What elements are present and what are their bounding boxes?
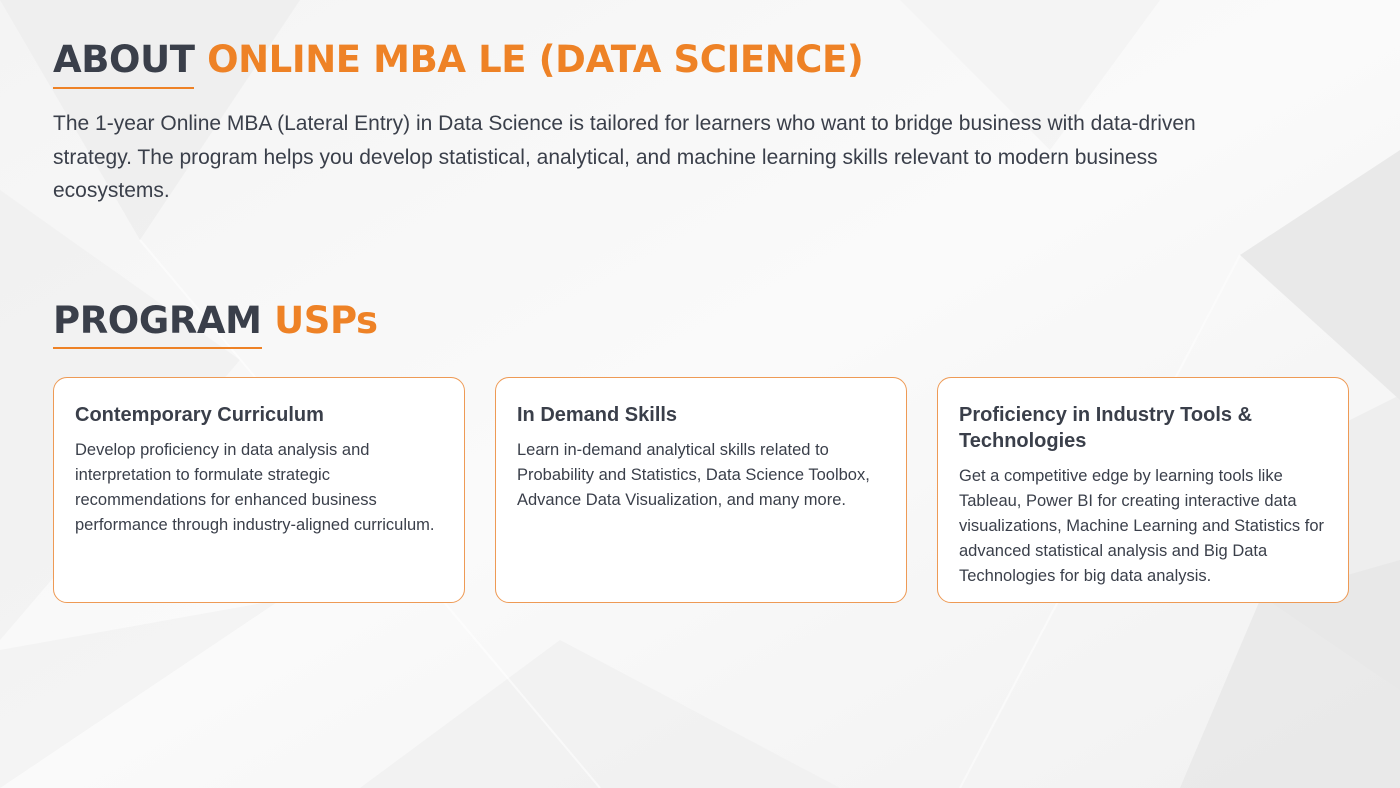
usp-card-industry-tools bbox=[937, 377, 1349, 603]
usp-heading-highlight: USPs bbox=[274, 299, 378, 342]
about-heading-highlight: ONLINE MBA LE (DATA SCIENCE) bbox=[207, 38, 864, 81]
about-heading-underline bbox=[53, 87, 194, 89]
usp-card-in-demand-skills bbox=[495, 377, 907, 603]
usp-card-title: In Demand Skills bbox=[517, 404, 678, 426]
about-heading bbox=[53, 38, 863, 82]
usp-card-title: Contemporary Curriculum bbox=[75, 404, 324, 426]
usp-card-description: Get a competitive edge by learning tools like Tableau, Power BI for creating interactive data visualizations, Machine Learning and Statistics for advanced statistical analysis and Big Data Technologies for big data analysis. bbox=[959, 467, 1325, 585]
usp-heading-prefix: PROGRAM bbox=[53, 299, 262, 342]
usp-card-description: Learn in-demand analytical skills related to Probability and Statistics, Data Science Toolbox, Advance Data Visualization, and many more. bbox=[517, 441, 870, 509]
usp-card-title: Proficiency in Industry Tools & Technologies bbox=[959, 404, 1253, 452]
usp-heading-underline bbox=[53, 347, 262, 349]
about-description: The 1-year Online MBA (Lateral Entry) in Data Science is tailored for learners who want to bridge business with data-driven strategy. The program helps you develop statistical, analytical, and machine learning skills relevant to modern business ecosystems. bbox=[53, 112, 1196, 202]
usp-card-contemporary-curriculum bbox=[53, 377, 465, 603]
usp-heading bbox=[53, 299, 378, 343]
about-heading-prefix: ABOUT bbox=[53, 38, 195, 81]
usp-card-description: Develop proficiency in data analysis and interpretation to formulate strategic recommendations for enhanced business performance through industry-aligned curriculum. bbox=[75, 441, 435, 534]
